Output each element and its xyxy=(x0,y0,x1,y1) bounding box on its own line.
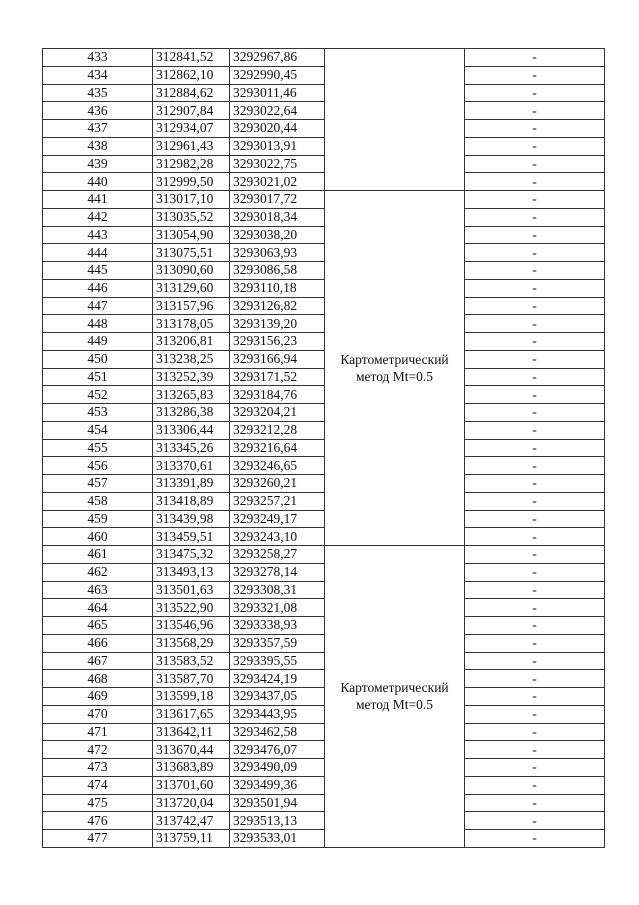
table-row xyxy=(43,102,605,120)
table-row xyxy=(43,66,605,84)
point-number-cell: 452 xyxy=(43,386,153,404)
y-coordinate-cell: 3293216,64 xyxy=(230,439,325,457)
y-coordinate-cell: 3293501,94 xyxy=(230,794,325,812)
y-coordinate-cell: 3293321,08 xyxy=(230,599,325,617)
point-number-cell: 443 xyxy=(43,226,153,244)
dash-cell: - xyxy=(465,368,605,386)
table-row xyxy=(43,350,605,368)
point-number-cell: 444 xyxy=(43,244,153,262)
point-number-cell: 455 xyxy=(43,439,153,457)
method-cell: Картометрический метод Mt=0.5 xyxy=(325,191,465,546)
dash-cell: - xyxy=(465,563,605,581)
x-coordinate-cell: 313178,05 xyxy=(153,315,230,333)
point-number-cell: 466 xyxy=(43,634,153,652)
table-row xyxy=(43,226,605,244)
dash-cell: - xyxy=(465,830,605,848)
method-cell xyxy=(325,49,465,191)
point-number-cell: 469 xyxy=(43,688,153,706)
table-row xyxy=(43,297,605,315)
y-coordinate-cell: 3292990,45 xyxy=(230,66,325,84)
x-coordinate-cell: 313035,52 xyxy=(153,208,230,226)
x-coordinate-cell: 313683,89 xyxy=(153,759,230,777)
y-coordinate-cell: 3293011,46 xyxy=(230,84,325,102)
dash-cell: - xyxy=(465,84,605,102)
y-coordinate-cell: 3293022,64 xyxy=(230,102,325,120)
table-row xyxy=(43,120,605,138)
x-coordinate-cell: 313475,32 xyxy=(153,546,230,564)
point-number-cell: 442 xyxy=(43,208,153,226)
point-number-cell: 470 xyxy=(43,705,153,723)
dash-cell: - xyxy=(465,386,605,404)
dash-cell: - xyxy=(465,812,605,830)
x-coordinate-cell: 312961,43 xyxy=(153,137,230,155)
x-coordinate-cell: 313129,60 xyxy=(153,279,230,297)
point-number-cell: 472 xyxy=(43,741,153,759)
x-coordinate-cell: 313501,63 xyxy=(153,581,230,599)
table-row xyxy=(43,155,605,173)
table-row xyxy=(43,794,605,812)
point-number-cell: 457 xyxy=(43,475,153,493)
y-coordinate-cell: 3293249,17 xyxy=(230,510,325,528)
point-number-cell: 438 xyxy=(43,137,153,155)
y-coordinate-cell: 3293020,44 xyxy=(230,120,325,138)
x-coordinate-cell: 313345,26 xyxy=(153,439,230,457)
point-number-cell: 441 xyxy=(43,191,153,209)
dash-cell: - xyxy=(465,350,605,368)
table-row xyxy=(43,599,605,617)
y-coordinate-cell: 3293424,19 xyxy=(230,670,325,688)
dash-cell: - xyxy=(465,794,605,812)
dash-cell: - xyxy=(465,49,605,67)
dash-cell: - xyxy=(465,510,605,528)
dash-cell: - xyxy=(465,688,605,706)
y-coordinate-cell: 3293476,07 xyxy=(230,741,325,759)
point-number-cell: 436 xyxy=(43,102,153,120)
point-number-cell: 471 xyxy=(43,723,153,741)
dash-cell: - xyxy=(465,137,605,155)
x-coordinate-cell: 312982,28 xyxy=(153,155,230,173)
dash-cell: - xyxy=(465,173,605,191)
x-coordinate-cell: 313306,44 xyxy=(153,421,230,439)
x-coordinate-cell: 312884,62 xyxy=(153,84,230,102)
point-number-cell: 464 xyxy=(43,599,153,617)
y-coordinate-cell: 3293139,20 xyxy=(230,315,325,333)
point-number-cell: 477 xyxy=(43,830,153,848)
x-coordinate-cell: 313583,52 xyxy=(153,652,230,670)
y-coordinate-cell: 3293278,14 xyxy=(230,563,325,581)
point-number-cell: 473 xyxy=(43,759,153,777)
point-number-cell: 435 xyxy=(43,84,153,102)
x-coordinate-cell: 313599,18 xyxy=(153,688,230,706)
x-coordinate-cell: 313568,29 xyxy=(153,634,230,652)
table-row xyxy=(43,776,605,794)
table-row xyxy=(43,368,605,386)
x-coordinate-cell: 312862,10 xyxy=(153,66,230,84)
point-number-cell: 439 xyxy=(43,155,153,173)
y-coordinate-cell: 3293038,20 xyxy=(230,226,325,244)
dash-cell: - xyxy=(465,759,605,777)
table-row xyxy=(43,741,605,759)
table-row xyxy=(43,528,605,546)
method-cell: Картометрический метод Mt=0.5 xyxy=(325,546,465,848)
dash-cell: - xyxy=(465,297,605,315)
table-row xyxy=(43,84,605,102)
point-number-cell: 451 xyxy=(43,368,153,386)
y-coordinate-cell: 3293126,82 xyxy=(230,297,325,315)
table-row xyxy=(43,634,605,652)
x-coordinate-cell: 313459,51 xyxy=(153,528,230,546)
point-number-cell: 456 xyxy=(43,457,153,475)
y-coordinate-cell: 3293437,05 xyxy=(230,688,325,706)
table-row xyxy=(43,137,605,155)
x-coordinate-cell: 313265,83 xyxy=(153,386,230,404)
y-coordinate-cell: 3293257,21 xyxy=(230,492,325,510)
x-coordinate-cell: 313720,04 xyxy=(153,794,230,812)
x-coordinate-cell: 313238,25 xyxy=(153,350,230,368)
dash-cell: - xyxy=(465,244,605,262)
dash-cell: - xyxy=(465,315,605,333)
dash-cell: - xyxy=(465,421,605,439)
dash-cell: - xyxy=(465,723,605,741)
x-coordinate-cell: 313587,70 xyxy=(153,670,230,688)
table-row xyxy=(43,670,605,688)
y-coordinate-cell: 3293166,94 xyxy=(230,350,325,368)
x-coordinate-cell: 313206,81 xyxy=(153,333,230,351)
x-coordinate-cell: 313370,61 xyxy=(153,457,230,475)
y-coordinate-cell: 3293184,76 xyxy=(230,386,325,404)
dash-cell: - xyxy=(465,333,605,351)
point-number-cell: 433 xyxy=(43,49,153,67)
table-row xyxy=(43,386,605,404)
table-row xyxy=(43,563,605,581)
point-number-cell: 463 xyxy=(43,581,153,599)
dash-cell: - xyxy=(465,191,605,209)
point-number-cell: 440 xyxy=(43,173,153,191)
dash-cell: - xyxy=(465,741,605,759)
table-row xyxy=(43,262,605,280)
x-coordinate-cell: 312907,84 xyxy=(153,102,230,120)
point-number-cell: 461 xyxy=(43,546,153,564)
y-coordinate-cell: 3293013,91 xyxy=(230,137,325,155)
y-coordinate-cell: 3293462,58 xyxy=(230,723,325,741)
dash-cell: - xyxy=(465,705,605,723)
dash-cell: - xyxy=(465,102,605,120)
point-number-cell: 447 xyxy=(43,297,153,315)
dash-cell: - xyxy=(465,155,605,173)
point-number-cell: 450 xyxy=(43,350,153,368)
table-row xyxy=(43,244,605,262)
table-row xyxy=(43,830,605,848)
table-row xyxy=(43,617,605,635)
x-coordinate-cell: 313017,10 xyxy=(153,191,230,209)
table-row xyxy=(43,652,605,670)
dash-cell: - xyxy=(465,226,605,244)
dash-cell: - xyxy=(465,581,605,599)
y-coordinate-cell: 3293171,52 xyxy=(230,368,325,386)
point-number-cell: 475 xyxy=(43,794,153,812)
y-coordinate-cell: 3293021,02 xyxy=(230,173,325,191)
y-coordinate-cell: 3293110,18 xyxy=(230,279,325,297)
coordinates-table xyxy=(42,48,605,848)
x-coordinate-cell: 313522,90 xyxy=(153,599,230,617)
y-coordinate-cell: 3293490,09 xyxy=(230,759,325,777)
y-coordinate-cell: 3293017,72 xyxy=(230,191,325,209)
dash-cell: - xyxy=(465,279,605,297)
point-number-cell: 453 xyxy=(43,404,153,422)
dash-cell: - xyxy=(465,404,605,422)
point-number-cell: 449 xyxy=(43,333,153,351)
point-number-cell: 434 xyxy=(43,66,153,84)
x-coordinate-cell: 313054,90 xyxy=(153,226,230,244)
coordinates-sheet xyxy=(42,48,605,848)
table-row xyxy=(43,191,605,209)
dash-cell: - xyxy=(465,634,605,652)
dash-cell: - xyxy=(465,457,605,475)
x-coordinate-cell: 313252,39 xyxy=(153,368,230,386)
y-coordinate-cell: 3292967,86 xyxy=(230,49,325,67)
x-coordinate-cell: 313391,89 xyxy=(153,475,230,493)
table-row xyxy=(43,723,605,741)
y-coordinate-cell: 3293260,21 xyxy=(230,475,325,493)
dash-cell: - xyxy=(465,439,605,457)
table-row xyxy=(43,173,605,191)
coordinates-table-body xyxy=(43,49,605,848)
x-coordinate-cell: 313493,13 xyxy=(153,563,230,581)
x-coordinate-cell: 313701,60 xyxy=(153,776,230,794)
point-number-cell: 465 xyxy=(43,617,153,635)
y-coordinate-cell: 3293246,65 xyxy=(230,457,325,475)
point-number-cell: 468 xyxy=(43,670,153,688)
dash-cell: - xyxy=(465,120,605,138)
x-coordinate-cell: 313742,47 xyxy=(153,812,230,830)
x-coordinate-cell: 313546,96 xyxy=(153,617,230,635)
table-row xyxy=(43,315,605,333)
point-number-cell: 474 xyxy=(43,776,153,794)
x-coordinate-cell: 312999,50 xyxy=(153,173,230,191)
x-coordinate-cell: 313642,11 xyxy=(153,723,230,741)
y-coordinate-cell: 3293533,01 xyxy=(230,830,325,848)
dash-cell: - xyxy=(465,66,605,84)
y-coordinate-cell: 3293338,93 xyxy=(230,617,325,635)
table-row xyxy=(43,475,605,493)
dash-cell: - xyxy=(465,262,605,280)
y-coordinate-cell: 3293258,27 xyxy=(230,546,325,564)
x-coordinate-cell: 313157,96 xyxy=(153,297,230,315)
y-coordinate-cell: 3293243,10 xyxy=(230,528,325,546)
y-coordinate-cell: 3293308,31 xyxy=(230,581,325,599)
table-row xyxy=(43,581,605,599)
table-row xyxy=(43,333,605,351)
table-row xyxy=(43,457,605,475)
dash-cell: - xyxy=(465,492,605,510)
point-number-cell: 467 xyxy=(43,652,153,670)
x-coordinate-cell: 313617,65 xyxy=(153,705,230,723)
y-coordinate-cell: 3293086,58 xyxy=(230,262,325,280)
point-number-cell: 458 xyxy=(43,492,153,510)
dash-cell: - xyxy=(465,652,605,670)
x-coordinate-cell: 313418,89 xyxy=(153,492,230,510)
x-coordinate-cell: 312934,07 xyxy=(153,120,230,138)
dash-cell: - xyxy=(465,599,605,617)
y-coordinate-cell: 3293443,95 xyxy=(230,705,325,723)
point-number-cell: 445 xyxy=(43,262,153,280)
point-number-cell: 446 xyxy=(43,279,153,297)
x-coordinate-cell: 313759,11 xyxy=(153,830,230,848)
table-row xyxy=(43,688,605,706)
table-row xyxy=(43,546,605,564)
dash-cell: - xyxy=(465,528,605,546)
x-coordinate-cell: 312841,52 xyxy=(153,49,230,67)
y-coordinate-cell: 3293156,23 xyxy=(230,333,325,351)
table-row xyxy=(43,439,605,457)
dash-cell: - xyxy=(465,776,605,794)
x-coordinate-cell: 313286,38 xyxy=(153,404,230,422)
x-coordinate-cell: 313075,51 xyxy=(153,244,230,262)
point-number-cell: 437 xyxy=(43,120,153,138)
table-row xyxy=(43,279,605,297)
table-row xyxy=(43,208,605,226)
point-number-cell: 476 xyxy=(43,812,153,830)
point-number-cell: 448 xyxy=(43,315,153,333)
table-row xyxy=(43,759,605,777)
y-coordinate-cell: 3293022,75 xyxy=(230,155,325,173)
table-row xyxy=(43,812,605,830)
point-number-cell: 460 xyxy=(43,528,153,546)
dash-cell: - xyxy=(465,670,605,688)
y-coordinate-cell: 3293357,59 xyxy=(230,634,325,652)
dash-cell: - xyxy=(465,208,605,226)
table-row xyxy=(43,705,605,723)
y-coordinate-cell: 3293499,36 xyxy=(230,776,325,794)
table-row xyxy=(43,49,605,67)
y-coordinate-cell: 3293018,34 xyxy=(230,208,325,226)
y-coordinate-cell: 3293063,93 xyxy=(230,244,325,262)
x-coordinate-cell: 313670,44 xyxy=(153,741,230,759)
dash-cell: - xyxy=(465,617,605,635)
y-coordinate-cell: 3293395,55 xyxy=(230,652,325,670)
x-coordinate-cell: 313439,98 xyxy=(153,510,230,528)
y-coordinate-cell: 3293204,21 xyxy=(230,404,325,422)
point-number-cell: 459 xyxy=(43,510,153,528)
point-number-cell: 462 xyxy=(43,563,153,581)
x-coordinate-cell: 313090,60 xyxy=(153,262,230,280)
dash-cell: - xyxy=(465,546,605,564)
table-row xyxy=(43,404,605,422)
table-row xyxy=(43,421,605,439)
table-row xyxy=(43,510,605,528)
point-number-cell: 454 xyxy=(43,421,153,439)
table-row xyxy=(43,492,605,510)
y-coordinate-cell: 3293513,13 xyxy=(230,812,325,830)
y-coordinate-cell: 3293212,28 xyxy=(230,421,325,439)
dash-cell: - xyxy=(465,475,605,493)
